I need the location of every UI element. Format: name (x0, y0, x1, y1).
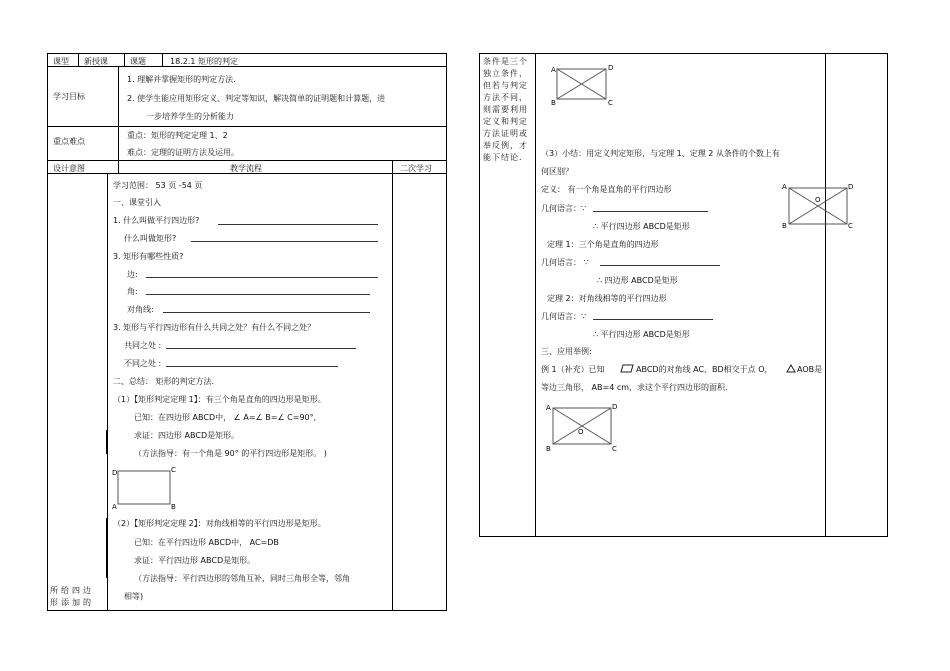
triangle-icon (786, 364, 796, 373)
vertex-d-label: D (112, 469, 118, 477)
question-1a: 1. 什么叫做平行四边形? (113, 216, 200, 225)
theorem-1-known: 已知：在四边形 ABCD中， ∠ A=∠ B=∠ C=90°, (134, 413, 317, 422)
col-design: 设计意图 (53, 164, 85, 173)
theorem-2-prove: 求证：平行四边形 ABCD是矩形。 (134, 556, 256, 565)
design-note: 所给四边形添加的 (50, 586, 94, 607)
answer-line[interactable] (146, 277, 378, 278)
vertex-c-label: C (612, 445, 617, 453)
example-1-b: ABCD的对角线 AC、BD相交于点 O， (636, 365, 773, 374)
summary-line-1: （3）小结：用定义判定矩形，与定理 1、定理 2 从条件的个数上有 (541, 149, 780, 158)
example-1-c: AOB是 (797, 365, 823, 374)
lesson-type-value: 新授课 (84, 57, 108, 66)
diag-label: 对角线: (127, 305, 154, 314)
col-flow: 教学流程 (230, 164, 262, 173)
geo-language-1: 几何语言：∵ (541, 204, 587, 213)
answer-line[interactable] (163, 312, 370, 313)
col-second: 二次学习 (400, 164, 432, 173)
theorem-1: 定理 1：三个角是直角的四边形 (547, 240, 659, 249)
vertex-a-label: A (112, 503, 117, 511)
answer-line[interactable] (166, 348, 356, 349)
rectangle-figure-top (547, 62, 617, 108)
vertex-c-label: C (171, 466, 176, 474)
vertex-a-label: A (551, 66, 556, 74)
answer-line[interactable] (600, 265, 720, 266)
theorem-1-hint: （方法指导：有一个角是 90° 的平行四边形是矩形。 ) (134, 449, 327, 458)
answer-line[interactable] (191, 241, 378, 242)
definition: 定义： 有一个角是直角的平行四边形 (541, 185, 672, 194)
goal-item-1: 1. 理解并掌握矩形的判定方法. (127, 75, 236, 84)
vertex-b-label: B (551, 99, 556, 107)
vertex-c-label: C (608, 99, 613, 107)
edge-label: 边: (127, 270, 138, 279)
geo-conclusion-3: ∴ 平行四边形 ABCD是矩形 (593, 330, 690, 339)
parallelogram-icon (620, 364, 634, 373)
theorem-1-prove: 求证：四边形 ABCD是矩形。 (134, 431, 240, 440)
topic-label: 课题 (130, 57, 146, 66)
question-1b: 什么叫做矩形? (124, 234, 177, 243)
answer-line[interactable] (593, 319, 713, 320)
answer-line[interactable] (146, 294, 370, 295)
vertex-b-label: B (782, 222, 787, 230)
intro-title: 一、课堂引入 (113, 198, 161, 207)
geo-language-3: 几何语言：∵ (541, 312, 587, 321)
geo-language-2: 几何语言： ∵ (541, 258, 589, 267)
answer-line[interactable] (218, 224, 378, 225)
application-title: 三、应用举例: (541, 347, 592, 356)
rectangle-figure-middle (778, 180, 858, 232)
key-difficulty: 难点：定理的证明方法及运用。 (127, 148, 239, 157)
vertex-c-label: C (848, 222, 853, 230)
goal-item-2: 2. 使学生能应用矩形定义、判定等知识，解决简单的证明题和计算题，进 (127, 94, 386, 103)
geo-conclusion-1: ∴ 平行四边形 ABCD是矩形 (593, 222, 690, 231)
key-label: 重点难点 (53, 137, 85, 146)
summary-title: 二、总结： 矩形的判定方法. (113, 377, 215, 386)
side-note: 条件是三个独立条件，但若与判定方法不同，则需要利用定义和判定方法证明或举反例，才能下结论. (483, 57, 528, 162)
key-focus: 重点：矩形的判定定理 1、2 (127, 131, 228, 140)
goal-item-3: 一步培养学生的分析能力 (146, 112, 234, 121)
answer-line[interactable] (166, 366, 338, 367)
rectangle-figure-bottom (543, 400, 619, 456)
theorem-2-known: 已知：在平行四边形 ABCD中， AC=DB (134, 538, 279, 547)
topic-value: 18.2.1 矩形的判定 (170, 57, 238, 66)
lesson-type-label: 课型 (53, 57, 69, 66)
vertex-a-label: A (546, 404, 551, 412)
common-label: 共同之处 : (124, 341, 162, 350)
study-range: 学习范围： 53 页 -54 页 (113, 181, 203, 190)
question-2: 3. 矩形有哪些性质? (113, 252, 184, 261)
theorem-1-title: （1）【矩形判定定理 1】：有三个角是直角的四边形是矩形。 (113, 395, 326, 404)
angle-label: 角: (127, 287, 138, 296)
center-o-label: O (578, 428, 584, 436)
goals-label: 学习目标 (53, 92, 85, 101)
vertex-a-label: A (782, 183, 787, 191)
theorem-2: 定理 2：对角线相等的平行四边形 (547, 294, 667, 303)
question-3: 3. 矩形与平行四边形有什么共同之处？有什么不同之处？ (113, 323, 316, 332)
summary-line-2: 何区别？ (541, 167, 573, 176)
vertex-b-label: B (546, 445, 551, 453)
example-1-a: 例 1（补充）已知 (541, 365, 605, 374)
vertex-b-label: B (171, 503, 176, 511)
center-o-label: O (815, 196, 821, 204)
theorem-2-hint-1: （方法指导：平行四边形的邻角互补，同时三角形全等，邻角 (134, 574, 350, 583)
vertex-d-label: D (848, 183, 854, 191)
example-1-d: 等边三角形， AB=4 cm，求这个平行四边形的面积. (541, 383, 728, 392)
vertex-d-label: D (612, 403, 618, 411)
theorem-2-hint-2: 相等) (124, 592, 144, 601)
geo-conclusion-2: ∴ 四边形 ABCD是矩形 (597, 276, 678, 285)
answer-line[interactable] (593, 211, 708, 212)
vertex-d-label: D (608, 64, 614, 72)
theorem-2-title: （2）【矩形判定定理 2】：对角线相等的平行四边形是矩形。 (113, 519, 326, 528)
diff-label: 不同之处 : (124, 359, 162, 368)
rectangle-figure-1 (110, 463, 180, 511)
